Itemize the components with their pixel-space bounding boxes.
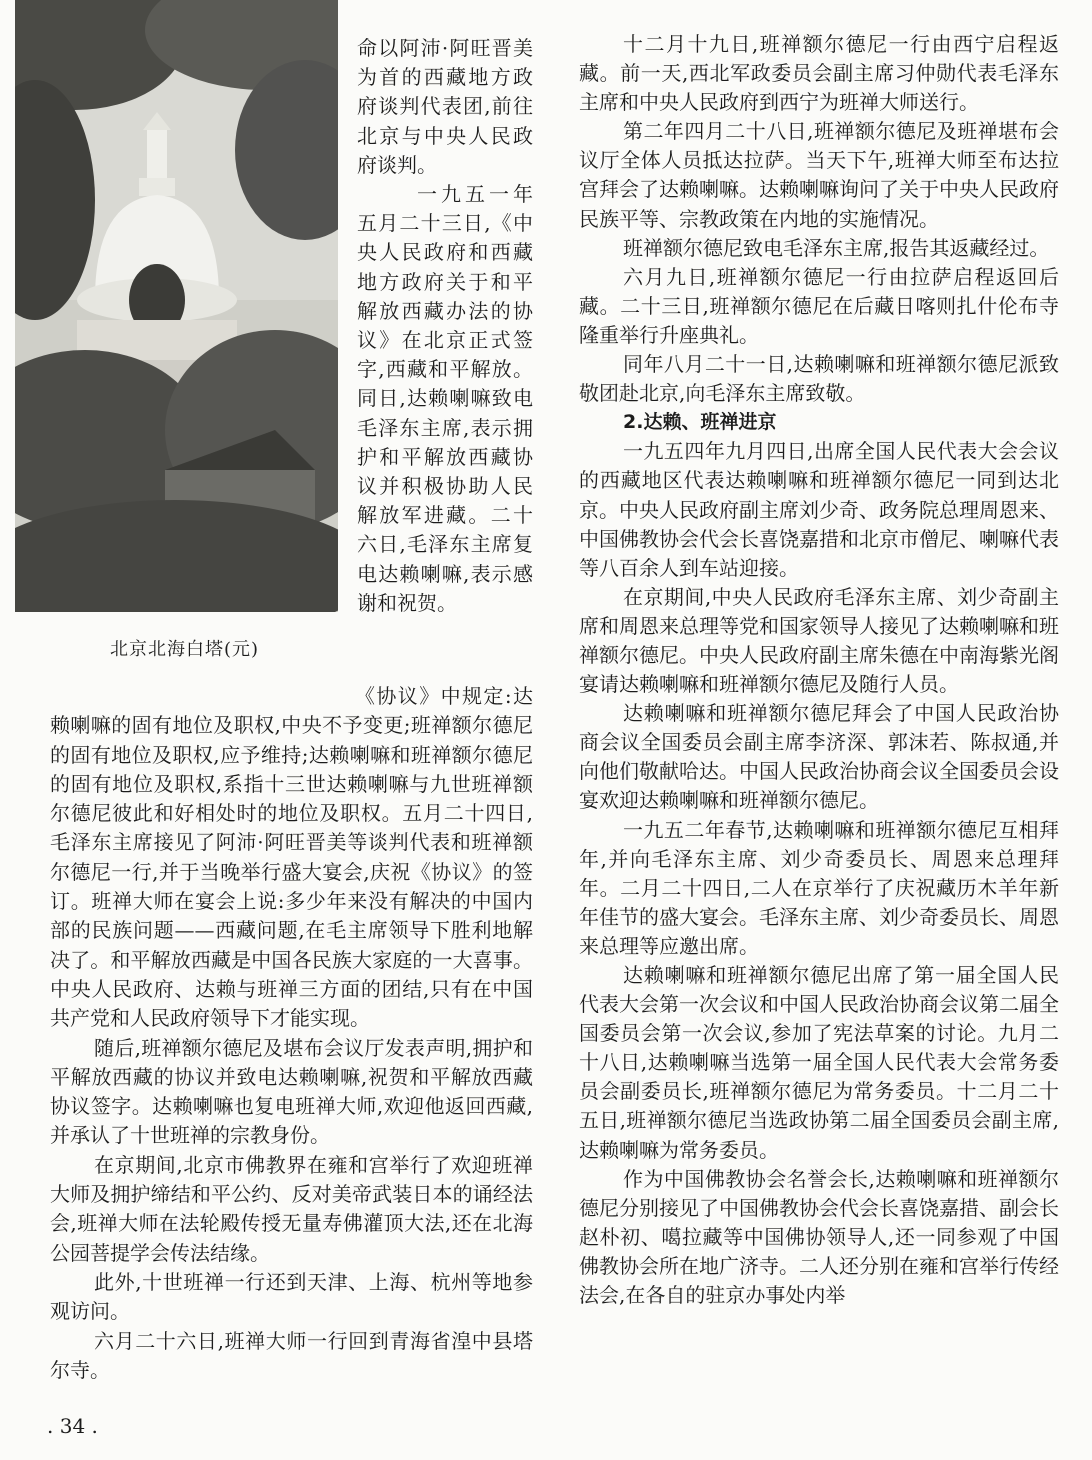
paragraph: 第二年四月二十八日,班禅额尔德尼及班禅堪布会议厅全体人员抵达拉萨。当天下午,班禅大师至布达拉宫拜会了达赖喇嘛。达赖喇嘛询问了关于中央人民政府民族平等、宗教政策在内地的实施情况。 — [579, 119, 1059, 231]
paragraph: 六月二十六日,班禅大师一行回到青海省湟中县塔尔寺。 — [50, 1328, 533, 1382]
paragraph: 一九五一年五月二十三日,《中央人民政府和西藏地方政府关于和平解放西藏办法的协议》在北京正式签字,西藏和平解放。同日,达赖喇嘛致电毛泽东主席,表示拥护和平解放西藏协议并积极协助人民解放军进藏。二十六日,毛泽东主席复电达赖喇嘛,表示感谢和祝贺。 — [357, 182, 533, 615]
paragraph: 一九五二年春节,达赖喇嘛和班禅额尔德尼互相拜年,并向毛泽东主席、刘少奇委员长、周恩来总理拜年。二月二十四日,二人在京举行了庆祝藏历木羊年新年佳节的盛大宴会。毛泽东主席、刘少奇委员长、周恩来总理等应邀出席。 — [579, 817, 1059, 958]
paragraph: 《协议》中规定:达赖喇嘛的固有地位及职权,中央不予变更;班禅额尔德尼的固有地位及职权,应予维持;达赖喇嘛和班禅额尔德尼的固有地位及职权,系指十三世达赖喇嘛与九世班禅额尔德尼彼此和好相处时的地位及职权。五月二十四日,毛泽东主席接见了阿沛·阿旺晋美等谈判代表和班禅额尔德尼一行,并于当晚举行盛大宴会,庆祝《协议》的签订。班禅大师在宴会上说:多少年来没有解决的中国内部的民族问题——西藏问题,在毛主席领导下胜利地解决了。和平解放西藏是中国各民族大家庭的一大喜事。中央人民政府、达赖与班禅三方面的团结,只有在中国共产党和人民政府领导下才能实现。 — [50, 684, 533, 1031]
paragraph: 达赖喇嘛和班禅额尔德尼拜会了中国人民政治协商会议全国委员会副主席李济深、郭沫若、陈叔通,并向他们敬献哈达。中国人民政治协商会议全国委员会设宴欢迎达赖喇嘛和班禅额尔德尼。 — [579, 701, 1059, 813]
paragraph: 作为中国佛教协会名誉会长,达赖喇嘛和班禅额尔德尼分别接见了中国佛教协会代会长喜饶嘉措、副会长赵朴初、噶拉藏等中国佛协领导人,还一同参观了中国佛教协会所在地广济寺。二人还分别在雍和宫举行传经法会,在各自的驻京办事处内举 — [579, 1166, 1059, 1308]
paragraph: 一九五四年九月四日,出席全国人民代表大会会议的西藏地区代表达赖喇嘛和班禅额尔德尼一同到达北京。中央人民政府副主席刘少奇、政务院总理周恩来、中国佛教协会代会长喜饶嘉措和北京市僧尼、喇嘛代表等八百余人到车站迎接。 — [579, 439, 1059, 580]
narrow-text-column — [357, 34, 533, 618]
section-heading: 2.达赖、班禅进京 — [623, 411, 777, 434]
paragraph: 六月九日,班禅额尔德尼一行由拉萨启程返回后藏。二十三日,班禅额尔德尼在后藏日喀则扎什伦布寺隆重举行升座典礼。 — [579, 264, 1059, 347]
paragraph: 在京期间,中央人民政府毛泽东主席、刘少奇副主席和周恩来总理等党和国家领导人接见了达赖喇嘛和班禅额尔德尼。中央人民政府副主席朱德在中南海紫光阁宴请达赖喇嘛和班禅额尔德尼及随行人员。 — [579, 584, 1059, 697]
page-number: . 34 . — [47, 1414, 98, 1438]
paragraph: 随后,班禅额尔德尼及堪布会议厅发表声明,拥护和平解放西藏的协议并致电达赖喇嘛,祝贺和平解放西藏协议签字。达赖喇嘛也复电班禅大师,欢迎他返回西藏,并承认了十世班禅的宗教身份。 — [50, 1035, 533, 1148]
left-text-column — [50, 682, 533, 1385]
paragraph: 班禅额尔德尼致电毛泽东主席,报告其返藏经过。 — [623, 235, 1050, 260]
pagoda-illustration — [15, 0, 338, 612]
paragraph: 达赖喇嘛和班禅额尔德尼出席了第一届全国人民代表大会第一次会议和中国人民政治协商会议第二届全国委员会第一次会议,参加了宪法草案的讨论。九月二十八日,达赖喇嘛当选第一届全国人民代表大会常务委员会副委员长,班禅额尔德尼为常务委员。十二月二十五日,班禅额尔德尼当选政协第二届全国委员会副主席,达赖喇嘛为常务委员。 — [579, 963, 1059, 1162]
white-pagoda-photo — [15, 0, 338, 612]
paragraph: 在京期间,北京市佛教界在雍和宫举行了欢迎班禅大师及拥护缔结和平公约、反对美帝武装日本的诵经法会,班禅大师在法轮殿传授无量寿佛灌顶大法,还在北海公园菩提学会传法结缘。 — [50, 1152, 533, 1265]
paragraph: 命以阿沛·阿旺晋美为首的西藏地方政府谈判代表团,前往北京与中央人民政府谈判。 — [357, 36, 533, 177]
figure-caption: 北京北海白塔(元) — [110, 639, 260, 660]
right-text-column — [579, 30, 1059, 1310]
paragraph: 十二月十九日,班禅额尔德尼一行由西宁启程返藏。前一天,西北军政委员会副主席习仲勋代表毛泽东主席和中央人民政府到西宁为班禅大师送行。 — [579, 32, 1059, 115]
paragraph: 此外,十世班禅一行还到天津、上海、杭州等地参观访问。 — [50, 1269, 533, 1324]
paragraph: 同年八月二十一日,达赖喇嘛和班禅额尔德尼派致敬团赴北京,向毛泽东主席致敬。 — [579, 352, 1059, 406]
